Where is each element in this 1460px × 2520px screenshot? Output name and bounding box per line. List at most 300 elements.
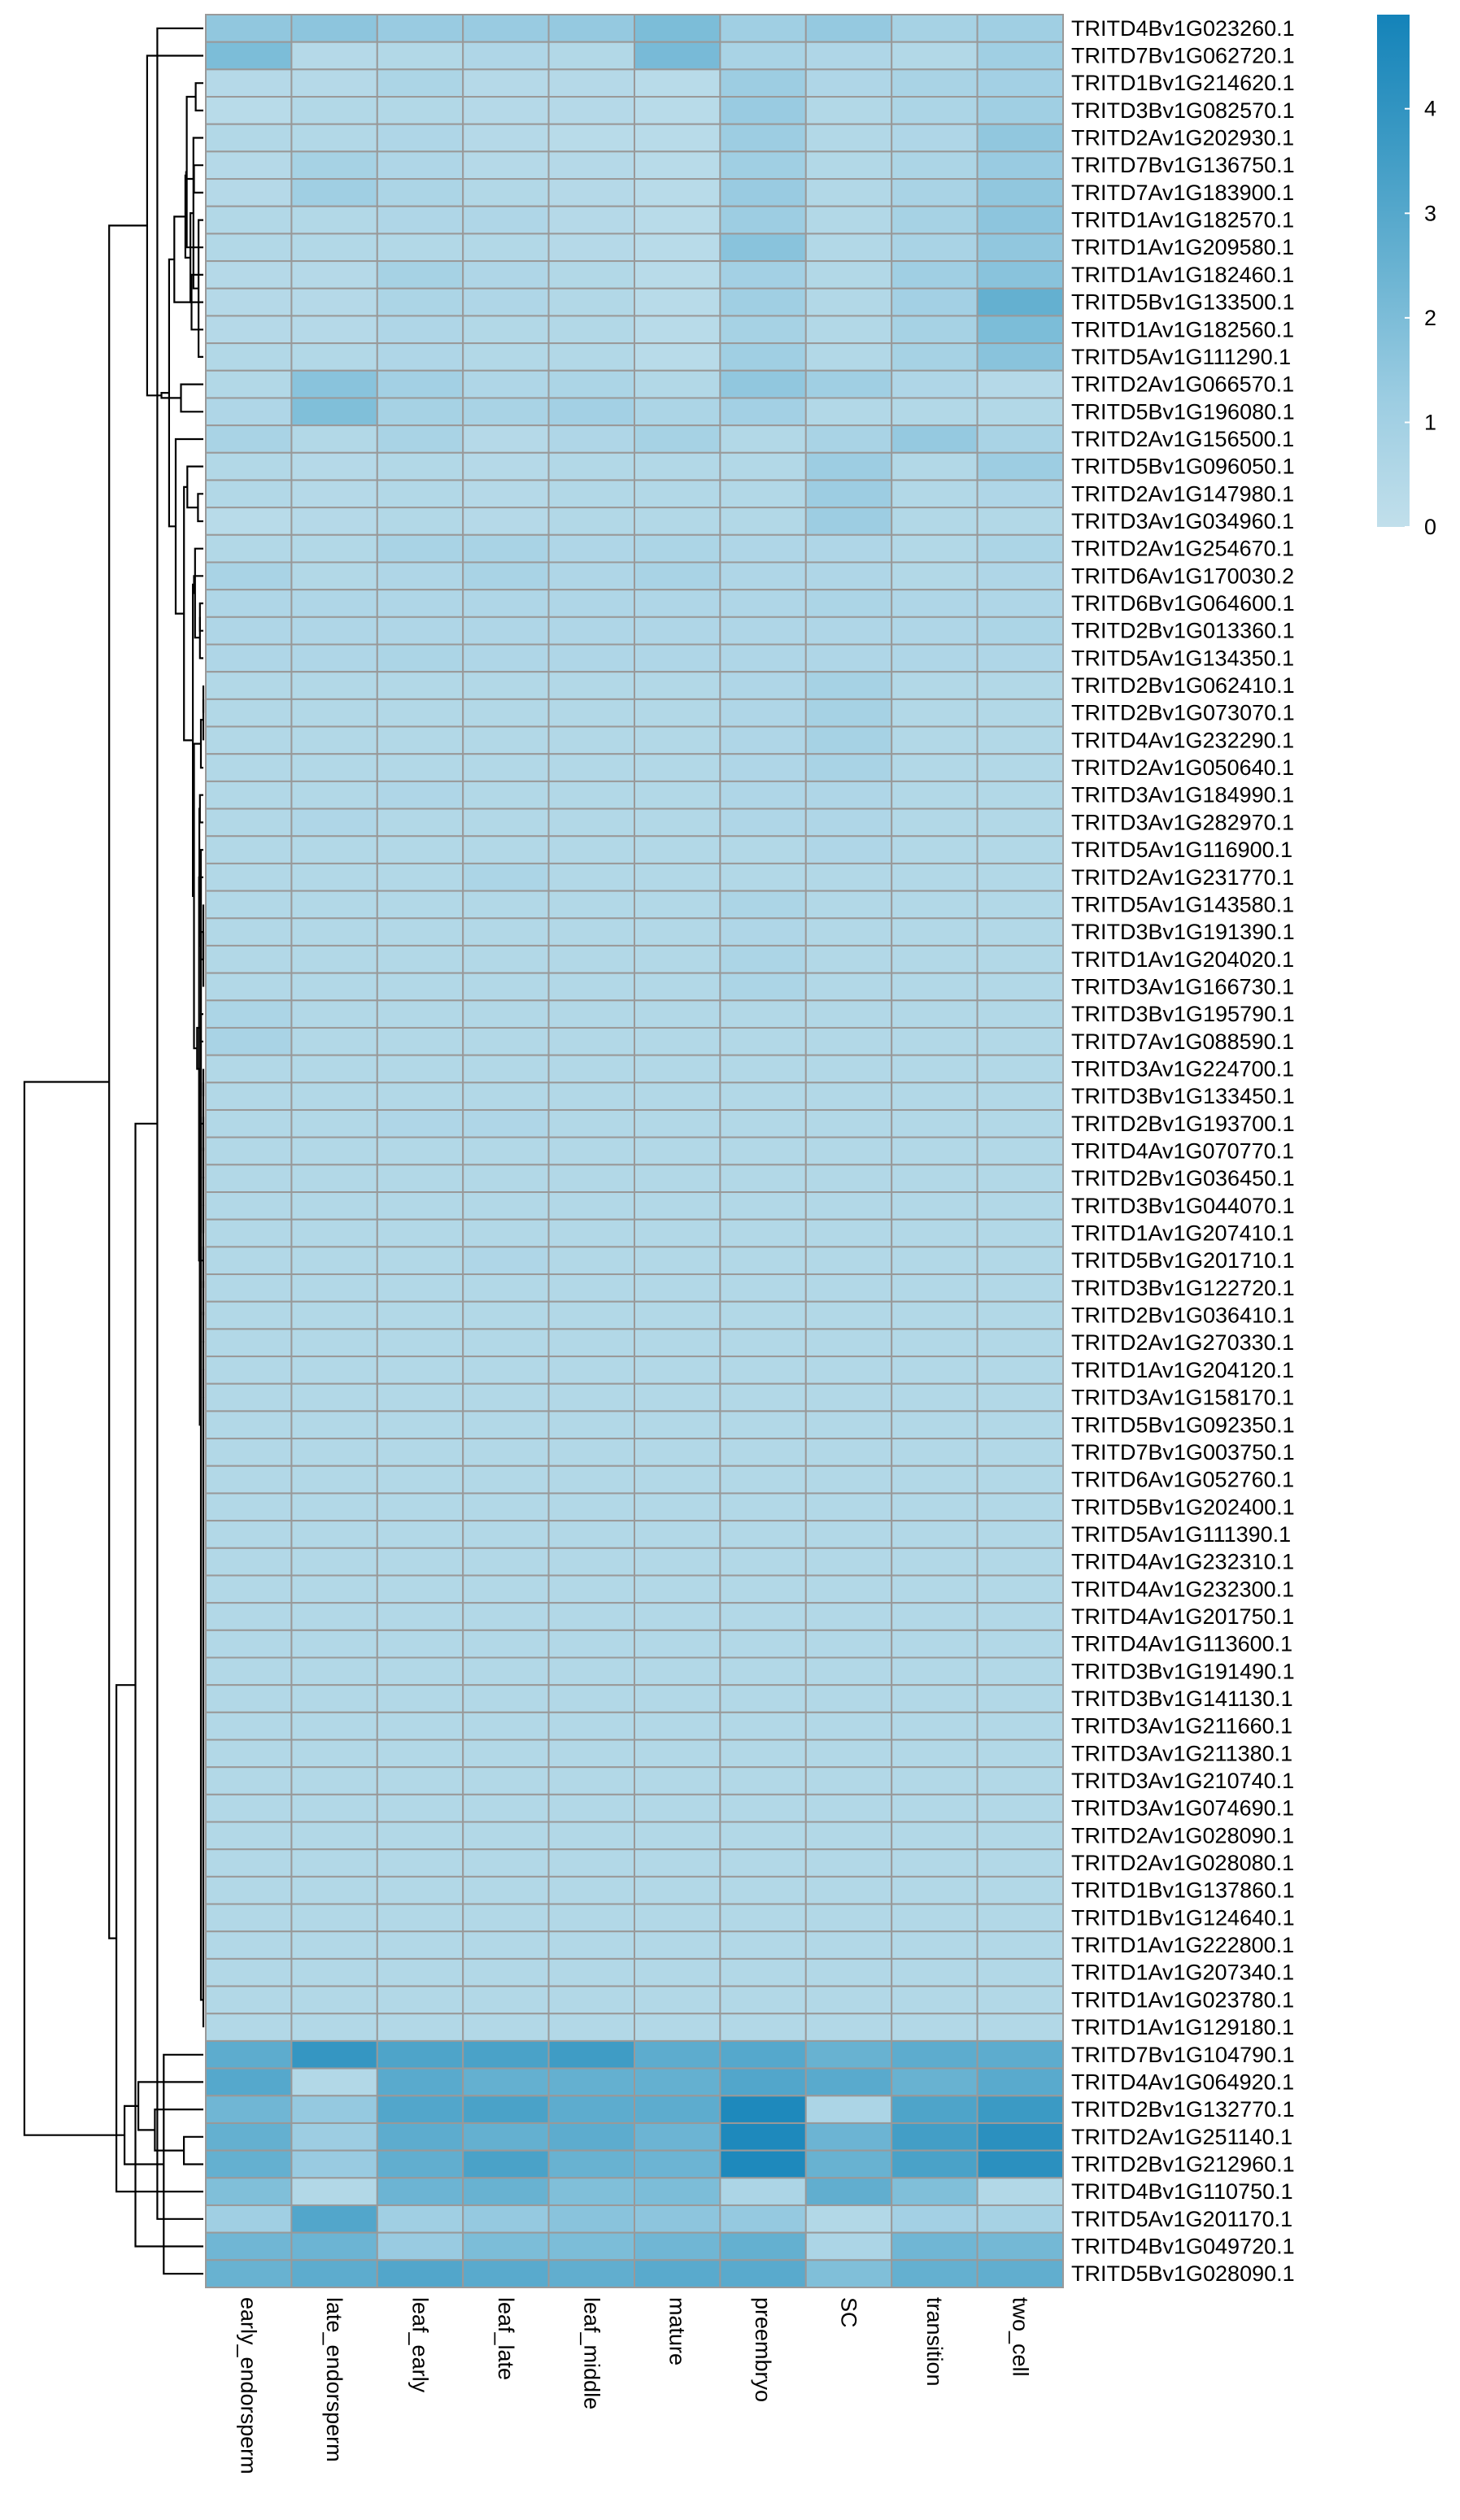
- heatmap-cell: [291, 97, 377, 124]
- heatmap-cell: [206, 1110, 291, 1138]
- heatmap-cell: [891, 1795, 977, 1822]
- heatmap-cell: [634, 781, 720, 809]
- heatmap-cell: [291, 2041, 377, 2069]
- heatmap-cell: [634, 1822, 720, 1850]
- heatmap-cell: [634, 398, 720, 425]
- heatmap-cell: [463, 864, 548, 891]
- heatmap-cell: [720, 398, 805, 425]
- heatmap-cell: [291, 2205, 377, 2233]
- heatmap-cell: [891, 617, 977, 645]
- heatmap-cell: [463, 343, 548, 371]
- heatmap-cell: [549, 836, 634, 864]
- heatmap-cell: [720, 1877, 805, 1904]
- heatmap-cell: [463, 1493, 548, 1521]
- heatmap-cell: [978, 2178, 1063, 2205]
- heatmap-cell: [978, 425, 1063, 453]
- heatmap-cell: [720, 617, 805, 645]
- heatmap-cell: [463, 1329, 548, 1356]
- heatmap-cell: [634, 1000, 720, 1028]
- heatmap-cell: [634, 1795, 720, 1822]
- row-label: TRITD2Av1G251140.1: [1071, 2124, 1293, 2149]
- heatmap-cell: [206, 617, 291, 645]
- heatmap-cell: [720, 1493, 805, 1521]
- heatmap-cell: [720, 1931, 805, 1959]
- heatmap-cell: [891, 1931, 977, 1959]
- heatmap-cell: [806, 590, 891, 617]
- heatmap-cell: [978, 261, 1063, 289]
- heatmap-cell: [463, 2096, 548, 2123]
- heatmap-cell: [720, 480, 805, 507]
- heatmap-cell: [634, 97, 720, 124]
- heatmap-cell: [978, 1767, 1063, 1795]
- legend-tick-label: 2: [1424, 305, 1437, 330]
- heatmap-cell: [891, 179, 977, 207]
- heatmap-cell: [978, 1000, 1063, 1028]
- legend-tick-label: 1: [1424, 410, 1437, 435]
- heatmap-cell: [291, 672, 377, 699]
- row-label: TRITD2Bv1G193700.1: [1071, 1111, 1295, 1136]
- legend-tick-label: 3: [1424, 201, 1437, 226]
- dendrogram-branch: [138, 2082, 203, 2130]
- heatmap-cell: [634, 69, 720, 97]
- heatmap-cell: [206, 425, 291, 453]
- heatmap-cell: [891, 590, 977, 617]
- heatmap-cell: [634, 42, 720, 70]
- row-label: TRITD6Av1G170030.2: [1071, 564, 1295, 589]
- heatmap-cell: [377, 1138, 463, 1165]
- heatmap-cell: [806, 2178, 891, 2205]
- heatmap-cell: [806, 179, 891, 207]
- heatmap-cell: [978, 754, 1063, 781]
- row-label: TRITD2Av1G028090.1: [1071, 1823, 1295, 1848]
- heatmap-cell: [634, 1713, 720, 1740]
- heatmap-cell: [720, 809, 805, 837]
- heatmap-cell: [978, 453, 1063, 481]
- heatmap-cell: [891, 891, 977, 919]
- heatmap-cell: [377, 179, 463, 207]
- heatmap-cell: [806, 1411, 891, 1438]
- row-label: TRITD2Av1G270330.1: [1071, 1330, 1295, 1356]
- heatmap-cell: [806, 973, 891, 1001]
- heatmap-cell: [720, 1767, 805, 1795]
- heatmap-cell: [806, 809, 891, 837]
- heatmap-cell: [549, 617, 634, 645]
- heatmap-cell: [206, 2123, 291, 2151]
- heatmap-cell: [463, 1082, 548, 1110]
- heatmap-cell: [377, 2205, 463, 2233]
- heatmap-cell: [806, 1575, 891, 1603]
- row-label: TRITD7Av1G088590.1: [1071, 1029, 1295, 1054]
- heatmap-cell: [463, 2013, 548, 2041]
- heatmap-cell: [291, 918, 377, 946]
- heatmap-cell: [806, 1713, 891, 1740]
- row-label: TRITD1Av1G182560.1: [1071, 317, 1295, 342]
- heatmap-cell: [377, 1329, 463, 1356]
- heatmap-cell: [463, 425, 548, 453]
- heatmap-cell: [463, 1356, 548, 1384]
- heatmap-cell: [891, 480, 977, 507]
- heatmap-cell: [634, 480, 720, 507]
- heatmap-cell: [634, 2260, 720, 2287]
- heatmap-cell: [463, 1220, 548, 1247]
- heatmap-cell: [634, 124, 720, 152]
- heatmap-cell: [377, 617, 463, 645]
- heatmap-cell: [377, 2013, 463, 2041]
- dendrogram-branch: [184, 487, 193, 741]
- heatmap-cell: [463, 1767, 548, 1795]
- heatmap-cell: [377, 562, 463, 590]
- heatmap-cell: [206, 1493, 291, 1521]
- heatmap-cell: [291, 151, 377, 179]
- heatmap-cell: [806, 453, 891, 481]
- heatmap-cell: [549, 480, 634, 507]
- heatmap-cell: [891, 1630, 977, 1658]
- heatmap-cell: [978, 124, 1063, 152]
- heatmap-cell: [377, 809, 463, 837]
- heatmap-cell: [720, 2260, 805, 2287]
- heatmap-cell: [206, 1466, 291, 1494]
- heatmap-cell: [549, 151, 634, 179]
- heatmap-cell: [634, 2151, 720, 2178]
- heatmap-cell: [206, 179, 291, 207]
- heatmap-cell: [377, 97, 463, 124]
- row-label: TRITD7Bv1G104790.1: [1071, 2042, 1295, 2067]
- heatmap-cell: [206, 1740, 291, 1768]
- heatmap-cell: [891, 1110, 977, 1138]
- dendrogram-branch: [162, 393, 181, 398]
- row-label: TRITD3Bv1G082570.1: [1071, 98, 1295, 123]
- heatmap-cell: [377, 124, 463, 152]
- heatmap-cell: [634, 2013, 720, 2041]
- heatmap-cell: [806, 2013, 891, 2041]
- heatmap-cell: [291, 207, 377, 234]
- row-dendrogram: [24, 28, 203, 2274]
- heatmap-cell: [206, 42, 291, 70]
- heatmap-cell: [891, 1220, 977, 1247]
- heatmap-cell: [806, 1795, 891, 1822]
- heatmap-cell: [463, 1877, 548, 1904]
- heatmap-cell: [549, 2041, 634, 2069]
- heatmap-cell: [806, 507, 891, 535]
- heatmap-cell: [978, 2069, 1063, 2096]
- heatmap-cell: [377, 507, 463, 535]
- heatmap-cell: [463, 1657, 548, 1685]
- heatmap-cell: [891, 1575, 977, 1603]
- heatmap-cell: [463, 42, 548, 70]
- heatmap-cell: [463, 507, 548, 535]
- row-label: TRITD1Bv1G124640.1: [1071, 1905, 1295, 1930]
- heatmap-cell: [549, 973, 634, 1001]
- heatmap-cell: [978, 1795, 1063, 1822]
- heatmap-cell: [377, 918, 463, 946]
- heatmap-cell: [720, 918, 805, 946]
- heatmap-cell: [634, 1055, 720, 1083]
- heatmap-cell: [377, 261, 463, 289]
- heatmap-cell: [549, 179, 634, 207]
- heatmap-cell: [377, 1685, 463, 1713]
- heatmap-cell: [206, 946, 291, 973]
- heatmap-cell: [720, 15, 805, 42]
- heatmap-cell: [720, 1138, 805, 1165]
- heatmap-cell: [291, 617, 377, 645]
- heatmap-cell: [463, 453, 548, 481]
- heatmap-cell: [463, 151, 548, 179]
- heatmap-cell: [463, 1192, 548, 1220]
- heatmap-cell: [891, 1877, 977, 1904]
- heatmap-cell: [463, 289, 548, 316]
- heatmap-cell: [291, 124, 377, 152]
- row-label: TRITD5Bv1G028090.1: [1071, 2261, 1295, 2287]
- heatmap-cell: [463, 2178, 548, 2205]
- heatmap-cell: [806, 672, 891, 699]
- row-label: TRITD5Bv1G092350.1: [1071, 1412, 1295, 1438]
- heatmap-cell: [891, 2013, 977, 2041]
- row-label: TRITD2Av1G202930.1: [1071, 125, 1295, 150]
- heatmap-cell: [634, 1493, 720, 1521]
- heatmap-cell: [806, 261, 891, 289]
- heatmap-cell: [206, 343, 291, 371]
- heatmap-cell: [206, 1877, 291, 1904]
- heatmap-cell: [377, 1603, 463, 1630]
- heatmap-cell: [634, 1466, 720, 1494]
- heatmap-cell: [634, 1685, 720, 1713]
- heatmap-cell: [463, 562, 548, 590]
- heatmap-cell: [891, 1603, 977, 1630]
- heatmap-cell: [377, 2233, 463, 2261]
- heatmap-cell: [634, 699, 720, 727]
- heatmap-cell: [720, 1521, 805, 1548]
- heatmap-cell: [978, 2096, 1063, 2123]
- heatmap-cell: [377, 453, 463, 481]
- row-label: TRITD5Av1G143580.1: [1071, 892, 1295, 917]
- heatmap-cell: [978, 151, 1063, 179]
- heatmap-cell: [206, 69, 291, 97]
- heatmap-cell: [978, 97, 1063, 124]
- heatmap-cell: [549, 425, 634, 453]
- heatmap-cells: [206, 15, 1063, 2287]
- heatmap-cell: [634, 891, 720, 919]
- heatmap-cell: [377, 1657, 463, 1685]
- heatmap-cell: [291, 562, 377, 590]
- heatmap-cell: [206, 1630, 291, 1658]
- heatmap-cell: [463, 946, 548, 973]
- heatmap-cell: [978, 480, 1063, 507]
- heatmap-cell: [463, 1110, 548, 1138]
- row-label: TRITD7Bv1G003750.1: [1071, 1439, 1295, 1465]
- row-label: TRITD5Av1G111290.1: [1071, 344, 1292, 369]
- heatmap-cell: [891, 1493, 977, 1521]
- heatmap-cell: [806, 425, 891, 453]
- heatmap-cell: [720, 233, 805, 261]
- heatmap-cell: [463, 1055, 548, 1083]
- heatmap-cell: [206, 973, 291, 1001]
- heatmap-cell: [291, 1000, 377, 1028]
- heatmap-cell: [463, 1959, 548, 1987]
- heatmap-cell: [549, 1164, 634, 1192]
- heatmap-cell: [891, 2205, 977, 2233]
- heatmap-cell: [463, 672, 548, 699]
- row-label: TRITD3Bv1G191490.1: [1071, 1659, 1295, 1684]
- heatmap-cell: [806, 645, 891, 672]
- heatmap-cell: [206, 2041, 291, 2069]
- heatmap-cell: [806, 836, 891, 864]
- heatmap-cell: [291, 836, 377, 864]
- heatmap-cell: [549, 1329, 634, 1356]
- heatmap-cell: [549, 15, 634, 42]
- heatmap-cell: [206, 1082, 291, 1110]
- heatmap-cell: [206, 590, 291, 617]
- row-label: TRITD3Bv1G195790.1: [1071, 1002, 1295, 1027]
- heatmap-cell: [978, 1192, 1063, 1220]
- heatmap-cell: [463, 2260, 548, 2287]
- heatmap-cell: [549, 1849, 634, 1877]
- heatmap-cell: [377, 1493, 463, 1521]
- heatmap-cell: [634, 1028, 720, 1055]
- heatmap-cell: [720, 1603, 805, 1630]
- row-label: TRITD2Bv1G062410.1: [1071, 673, 1295, 699]
- heatmap-cell: [463, 1603, 548, 1630]
- heatmap-cell: [463, 918, 548, 946]
- heatmap-cell: [549, 1220, 634, 1247]
- heatmap-cell: [549, 343, 634, 371]
- heatmap-cell: [891, 1138, 977, 1165]
- heatmap-cell: [978, 1877, 1063, 1904]
- heatmap-cell: [206, 289, 291, 316]
- heatmap-cell: [549, 1138, 634, 1165]
- row-label: TRITD5Bv1G196080.1: [1071, 399, 1295, 424]
- heatmap-cell: [377, 1740, 463, 1768]
- row-label: TRITD2Bv1G036450.1: [1071, 1166, 1295, 1191]
- heatmap-cell: [463, 535, 548, 563]
- heatmap-cell: [377, 535, 463, 563]
- heatmap-cell: [806, 1247, 891, 1274]
- dendrogram-branch: [200, 795, 203, 823]
- heatmap-cell: [720, 781, 805, 809]
- heatmap-cell: [978, 1384, 1063, 1412]
- heatmap-cell: [291, 1220, 377, 1247]
- heatmap-cell: [978, 727, 1063, 755]
- row-label: TRITD4Bv1G049720.1: [1071, 2234, 1295, 2259]
- heatmap-cell: [891, 233, 977, 261]
- row-label: TRITD3Bv1G044070.1: [1071, 1193, 1295, 1218]
- heatmap-cell: [978, 2233, 1063, 2261]
- heatmap-cell: [549, 97, 634, 124]
- heatmap-cell: [377, 645, 463, 672]
- heatmap-cell: [206, 699, 291, 727]
- heatmap-cell: [549, 1356, 634, 1384]
- heatmap-cell: [978, 207, 1063, 234]
- heatmap-cell: [377, 2260, 463, 2287]
- heatmap-cell: [720, 1192, 805, 1220]
- heatmap-cell: [891, 2123, 977, 2151]
- heatmap-cell: [377, 699, 463, 727]
- heatmap-cell: [891, 1466, 977, 1494]
- heatmap-cell: [891, 781, 977, 809]
- heatmap-cell: [891, 535, 977, 563]
- heatmap-cell: [978, 1247, 1063, 1274]
- heatmap-cell: [291, 1548, 377, 1576]
- heatmap-cell: [291, 480, 377, 507]
- heatmap-cell: [978, 1138, 1063, 1165]
- heatmap-cell: [463, 1302, 548, 1330]
- heatmap-cell: [291, 179, 377, 207]
- row-label: TRITD4Av1G070770.1: [1071, 1138, 1295, 1164]
- heatmap-cell: [206, 453, 291, 481]
- heatmap-cell: [291, 2178, 377, 2205]
- heatmap-cell: [291, 1055, 377, 1083]
- heatmap-cell: [978, 562, 1063, 590]
- heatmap-cell: [463, 124, 548, 152]
- heatmap-cell: [891, 15, 977, 42]
- heatmap-cell: [291, 1959, 377, 1987]
- heatmap-cell: [377, 233, 463, 261]
- heatmap-cell: [549, 1274, 634, 1302]
- heatmap-cell: [806, 891, 891, 919]
- row-label: TRITD1Av1G182460.1: [1071, 262, 1295, 287]
- column-label: preembryo: [751, 2297, 776, 2403]
- heatmap-cell: [206, 1438, 291, 1466]
- heatmap-cell: [377, 343, 463, 371]
- row-label: TRITD7Bv1G136750.1: [1071, 153, 1295, 178]
- heatmap-cell: [634, 1082, 720, 1110]
- row-label: TRITD2Av1G028080.1: [1071, 1851, 1295, 1876]
- heatmap-cell: [463, 1822, 548, 1850]
- heatmap-cell: [463, 1000, 548, 1028]
- heatmap-cell: [291, 371, 377, 398]
- heatmap-cell: [978, 781, 1063, 809]
- heatmap-cell: [634, 2041, 720, 2069]
- heatmap-cell: [206, 672, 291, 699]
- heatmap-cell: [806, 1822, 891, 1850]
- heatmap-cell: [634, 179, 720, 207]
- heatmap-cell: [377, 1192, 463, 1220]
- color-legend: [1377, 15, 1436, 539]
- heatmap-cell: [206, 1713, 291, 1740]
- row-label: TRITD3Av1G034960.1: [1071, 508, 1295, 533]
- heatmap-cell: [634, 343, 720, 371]
- heatmap-cell: [463, 809, 548, 837]
- heatmap-cell: [720, 124, 805, 152]
- dendrogram-branch: [194, 165, 204, 193]
- heatmap-cell: [978, 1055, 1063, 1083]
- row-label: TRITD3Av1G074690.1: [1071, 1795, 1295, 1821]
- heatmap-cell: [720, 1274, 805, 1302]
- heatmap-cell: [978, 1685, 1063, 1713]
- row-label: TRITD5Bv1G202400.1: [1071, 1495, 1295, 1520]
- heatmap-cell: [720, 973, 805, 1001]
- heatmap-cell: [720, 727, 805, 755]
- heatmap-cell: [377, 1849, 463, 1877]
- heatmap-cell: [463, 316, 548, 343]
- heatmap-cell: [720, 2233, 805, 2261]
- heatmap-cell: [978, 918, 1063, 946]
- heatmap-cell: [978, 1466, 1063, 1494]
- dendrogram-branch: [181, 385, 204, 412]
- heatmap-cell: [549, 1384, 634, 1412]
- heatmap-cell: [463, 2233, 548, 2261]
- heatmap-cell: [463, 2123, 548, 2151]
- heatmap-cell: [377, 1521, 463, 1548]
- heatmap-cell: [806, 1302, 891, 1330]
- heatmap-cell: [806, 1987, 891, 2014]
- heatmap-cell: [806, 233, 891, 261]
- heatmap-cell: [463, 2041, 548, 2069]
- row-label: TRITD2Av1G254670.1: [1071, 536, 1295, 561]
- heatmap-cell: [377, 207, 463, 234]
- heatmap-cell: [720, 1164, 805, 1192]
- heatmap-cell: [891, 1822, 977, 1850]
- heatmap-cell: [206, 371, 291, 398]
